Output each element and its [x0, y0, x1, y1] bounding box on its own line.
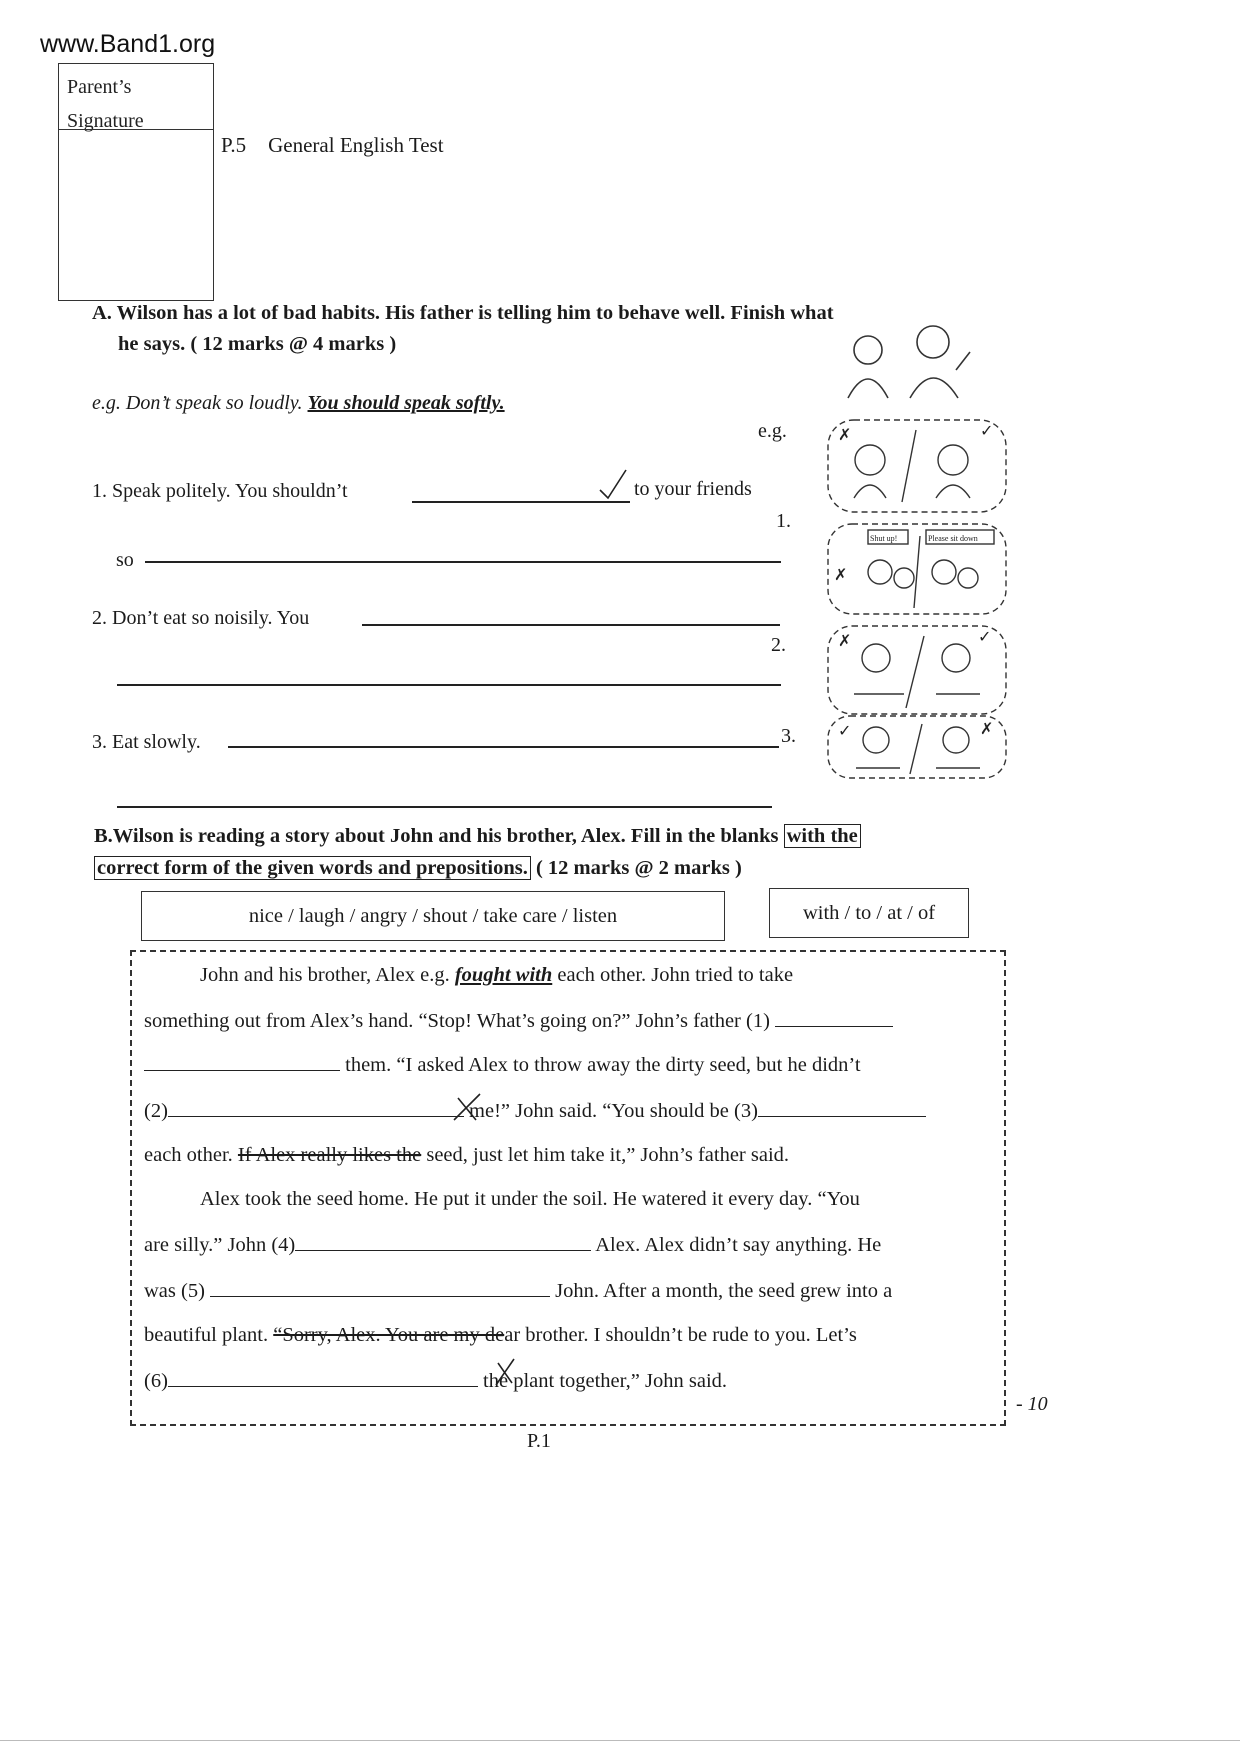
story-text: beautiful plant. — [144, 1324, 269, 1346]
pic-label-1: 1. — [776, 510, 791, 532]
blank-2[interactable] — [168, 1100, 464, 1117]
crossed-out-text: “Sorry, Alex. You are my de — [273, 1324, 505, 1346]
blank-5[interactable] — [210, 1280, 550, 1297]
story-text: me!” John said. “You should be (3) — [469, 1100, 758, 1122]
bubble-please-sit-down: Please sit down — [928, 534, 978, 543]
svg-text:✗: ✗ — [838, 427, 852, 444]
story-text: was (5) — [144, 1280, 205, 1302]
blank-1[interactable] — [775, 1010, 893, 1027]
story-line-4 — [144, 1100, 926, 1123]
story-text: Alex. Alex didn’t say anything. He — [595, 1234, 882, 1256]
signature-divider — [59, 129, 213, 130]
picture-1 — [828, 524, 1006, 614]
section-b-boxed-2: correct form of the given words and prepositions. — [94, 856, 531, 880]
section-a-line2: he says. ( 12 marks @ 4 marks ) — [118, 333, 397, 355]
page-number: P.1 — [527, 1430, 551, 1452]
q3-blank[interactable] — [228, 746, 779, 748]
section-a-line1: A. Wilson has a lot of bad habits. His father is telling him to behave well. Finish what — [92, 302, 834, 324]
blank-6-number: (6) — [144, 1370, 168, 1392]
section-b-instruction — [94, 820, 994, 884]
story-text: are silly.” John (4) — [144, 1234, 296, 1256]
habit-pictures — [818, 320, 1014, 780]
picture-3 — [828, 716, 1006, 778]
blank-4[interactable] — [295, 1234, 591, 1251]
story-text: seed, just let him take it,” John’s father said. — [426, 1144, 790, 1166]
blank-2-number: (2) — [144, 1100, 168, 1122]
story-text: John. After a month, the seed grew into a — [555, 1280, 893, 1302]
section-a-example — [92, 392, 505, 415]
example-picture — [828, 420, 1006, 512]
story-line-3 — [144, 1054, 861, 1077]
page-edge-line — [0, 1740, 1240, 1741]
pic-label-2: 2. — [771, 634, 786, 656]
preposition-list-box: with / to / at / of — [769, 888, 969, 938]
pic-label-eg: e.g. — [758, 420, 787, 442]
score-mark: - 10 — [1016, 1393, 1048, 1415]
story-text: ar brother. I shouldn’t be rude to you. Let’s — [504, 1324, 857, 1346]
example-prefix: e.g. Don’t speak so loudly. — [92, 392, 303, 414]
story-line-1 — [200, 964, 793, 987]
picture-2 — [828, 626, 1006, 714]
section-b-pre: B.Wilson is reading a story about John and his brother, Alex. Fill in the blanks — [94, 825, 779, 847]
q3-blank-line2[interactable] — [117, 806, 772, 808]
cross-mark-icon — [492, 1355, 518, 1389]
father-son-illustration — [848, 326, 970, 398]
cross-mark-icon — [450, 1090, 486, 1126]
story-text: each other. John tried to take — [557, 964, 794, 986]
q2-blank-line2[interactable] — [117, 684, 781, 686]
signature-label-line2: Signature — [67, 110, 144, 132]
signature-label-line1: Parent’s — [67, 76, 132, 98]
q1-blank-line2[interactable] — [145, 561, 781, 563]
story-text: John and his brother, Alex e.g. — [200, 964, 450, 986]
section-b-boxed-1: with the — [784, 824, 861, 848]
blank-6[interactable] — [168, 1370, 478, 1387]
grade-label: P.5 — [221, 133, 247, 157]
test-title — [221, 133, 466, 158]
blank-1-cont[interactable] — [144, 1054, 340, 1071]
story-line-7 — [144, 1234, 881, 1257]
story-line-9 — [144, 1324, 857, 1347]
svg-text:✗: ✗ — [834, 567, 848, 584]
story-text: Alex took the seed home. He put it under the soil. He watered it every day. “You — [200, 1188, 860, 1210]
section-b-post: ( 12 marks @ 2 marks ) — [535, 857, 742, 879]
svg-text:✗: ✗ — [980, 721, 994, 738]
bubble-shut-up: Shut up! — [870, 534, 898, 543]
story-text: something out from Alex’s hand. “Stop! What’s going on?” John’s father (1) — [144, 1010, 770, 1032]
word-list-box: nice / laugh / angry / shout / take care / listen — [141, 891, 725, 941]
story-line-10 — [144, 1370, 727, 1393]
crossed-out-text: If Alex really likes the — [237, 1144, 422, 1166]
question-1 — [92, 480, 348, 503]
svg-text:✓: ✓ — [978, 629, 992, 646]
example-answer: You should speak softly. — [307, 392, 505, 414]
q3-prefix: 3. Eat slowly. — [92, 731, 201, 753]
story-example-answer: fought with — [454, 964, 553, 986]
title-label: General English Test — [268, 133, 444, 157]
story-line-2 — [144, 1010, 893, 1033]
q2-prefix: 2. Don’t eat so noisily. You — [92, 607, 310, 629]
parent-signature-box[interactable] — [58, 63, 214, 301]
story-line-5 — [144, 1144, 789, 1167]
story-text: them. “I asked Alex to throw away the dirty seed, but he didn’t — [345, 1054, 861, 1076]
watermark-text: www.Band1.org — [40, 30, 216, 58]
pic-label-3: 3. — [781, 725, 796, 747]
q1-prefix: 1. Speak politely. You shouldn’t — [92, 480, 348, 502]
q2-blank[interactable] — [362, 624, 780, 626]
blank-3[interactable] — [758, 1100, 926, 1117]
svg-text:✓: ✓ — [838, 723, 852, 740]
svg-text:✗: ✗ — [838, 633, 852, 650]
story-line-8 — [144, 1280, 892, 1303]
story-text: the plant together,” John said. — [483, 1370, 728, 1392]
story-text: each other. — [144, 1144, 233, 1166]
svg-text:✓: ✓ — [980, 423, 994, 440]
check-mark-icon — [598, 468, 628, 502]
story-line-6 — [200, 1188, 860, 1211]
q1-suffix: to your friends — [634, 478, 752, 500]
q1-cont: so — [116, 549, 134, 571]
story-box — [130, 950, 1006, 1426]
